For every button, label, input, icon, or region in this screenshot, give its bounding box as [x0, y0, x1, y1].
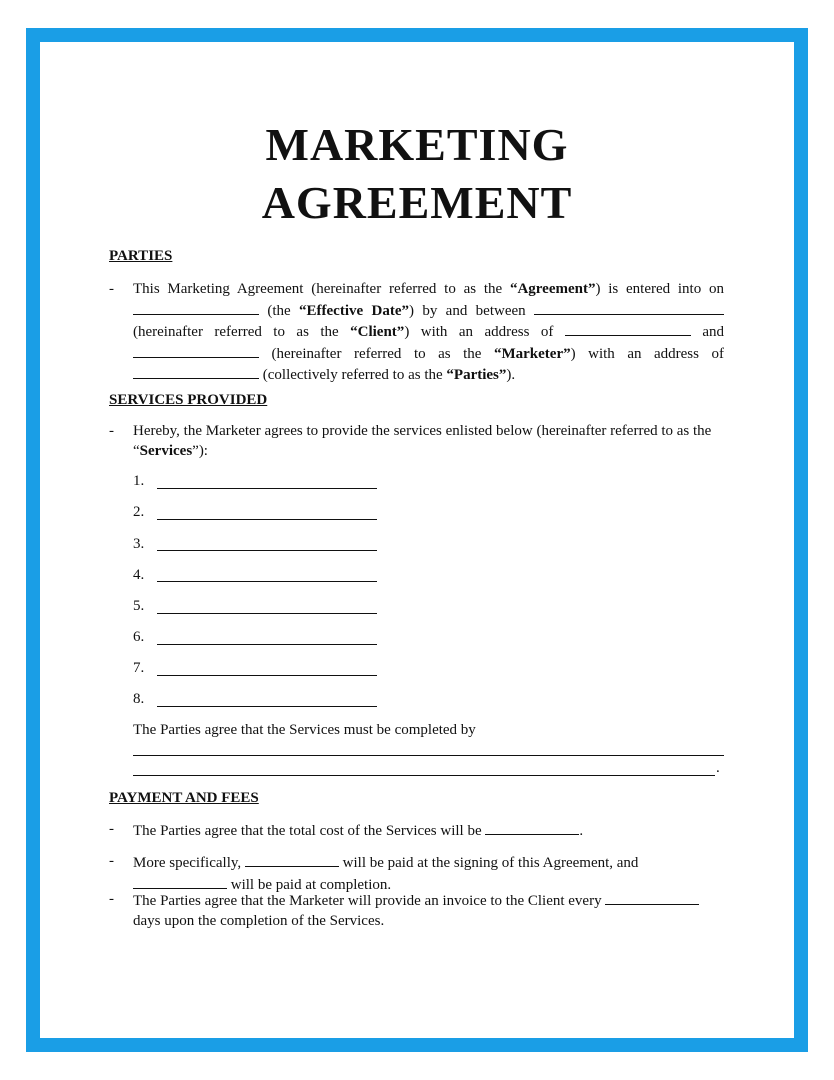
service-item-number: 2.: [133, 504, 145, 520]
parties-text: This Marketing Agreement (hereinafter referred to as the: [133, 281, 510, 297]
payment-text: will be paid at the signing of this Agreement, and: [338, 855, 639, 871]
services-heading: SERVICES PROVIDED: [109, 392, 268, 408]
parties-text: ) with an address of: [570, 345, 724, 362]
parties-text: ) is entered into on: [595, 281, 724, 297]
payment-text: .: [579, 823, 584, 839]
payment-total-paragraph: [133, 820, 724, 842]
service-item-line[interactable]: [157, 488, 377, 489]
services-bullet: -: [109, 423, 114, 439]
service-item-line[interactable]: [157, 675, 377, 676]
service-item-line[interactable]: [157, 613, 377, 614]
invoice-paragraph: [133, 890, 724, 931]
payment-text: will be paid at completion.: [227, 876, 392, 893]
signing-amount-blank[interactable]: [245, 852, 339, 867]
completion-line[interactable]: [133, 755, 724, 756]
document-title-line2: AGREEMENT: [261, 177, 573, 228]
services-text: ”):: [192, 442, 208, 459]
marketer-name-blank[interactable]: [133, 343, 259, 358]
services-text: Hereby, the Marketer agrees to provide the services enlisted below (hereinafter referred to as the “: [133, 423, 712, 459]
payment-text: The Parties agree that the total cost of the Services will be: [133, 823, 486, 839]
parties-text: (hereinafter referred to as the: [133, 324, 351, 340]
payment-text: The Parties agree that the Marketer will provide an invoice to the Client every: [133, 893, 606, 909]
service-item-number: 1.: [133, 473, 145, 489]
parties-text: (hereinafter referred to as the: [259, 345, 494, 362]
payment-heading: PAYMENT AND FEES: [109, 790, 259, 806]
service-item-line[interactable]: [157, 706, 377, 707]
payment-text: days upon the completion of the Services.: [133, 912, 385, 929]
service-item-line[interactable]: [157, 550, 377, 551]
payment-bullet: -: [109, 853, 114, 869]
total-cost-blank[interactable]: [485, 820, 579, 835]
services-paragraph: [133, 422, 724, 461]
parties-term: “Parties”: [446, 367, 507, 383]
payment-bullet: -: [109, 891, 114, 907]
completion-line[interactable]: [133, 775, 715, 776]
effective-date-term: “Effective Date”: [299, 302, 409, 319]
invoice-days-blank[interactable]: [605, 890, 699, 905]
marketer-term: “Marketer”: [493, 345, 571, 362]
service-item-number: 6.: [133, 629, 145, 645]
service-item-line[interactable]: [157, 644, 377, 645]
agreement-term: “Agreement”: [509, 281, 596, 297]
services-term: Services: [139, 442, 193, 459]
parties-heading: PARTIES: [109, 248, 173, 264]
service-item-number: 7.: [133, 660, 145, 676]
payment-text: More specifically,: [133, 855, 245, 871]
marketer-address-blank[interactable]: [133, 364, 259, 379]
parties-text: (collectively referred to as the: [259, 367, 447, 383]
parties-paragraph: [133, 280, 724, 386]
parties-text: ).: [506, 367, 516, 383]
service-item-number: 4.: [133, 567, 145, 583]
parties-text: ) by and between: [408, 302, 534, 319]
service-item-number: 3.: [133, 536, 145, 552]
client-address-blank[interactable]: [565, 321, 691, 336]
effective-date-blank[interactable]: [133, 300, 259, 315]
completion-text: The Parties agree that the Services must be completed by: [133, 722, 476, 738]
payment-bullet: -: [109, 821, 114, 837]
parties-text: and: [690, 324, 724, 340]
completion-amount-blank[interactable]: [133, 874, 227, 889]
client-term: “Client”: [350, 324, 405, 340]
document-title-line1: MARKETING: [265, 119, 569, 170]
completion-period: .: [716, 760, 720, 776]
service-item-line[interactable]: [157, 519, 377, 520]
client-name-blank[interactable]: [534, 300, 724, 315]
parties-bullet: -: [109, 281, 114, 297]
service-item-number: 8.: [133, 691, 145, 707]
service-item-line[interactable]: [157, 581, 377, 582]
parties-text: (the: [259, 302, 300, 319]
payment-schedule-paragraph: [133, 852, 724, 895]
service-item-number: 5.: [133, 598, 145, 614]
parties-text: ) with an address of: [404, 324, 565, 340]
